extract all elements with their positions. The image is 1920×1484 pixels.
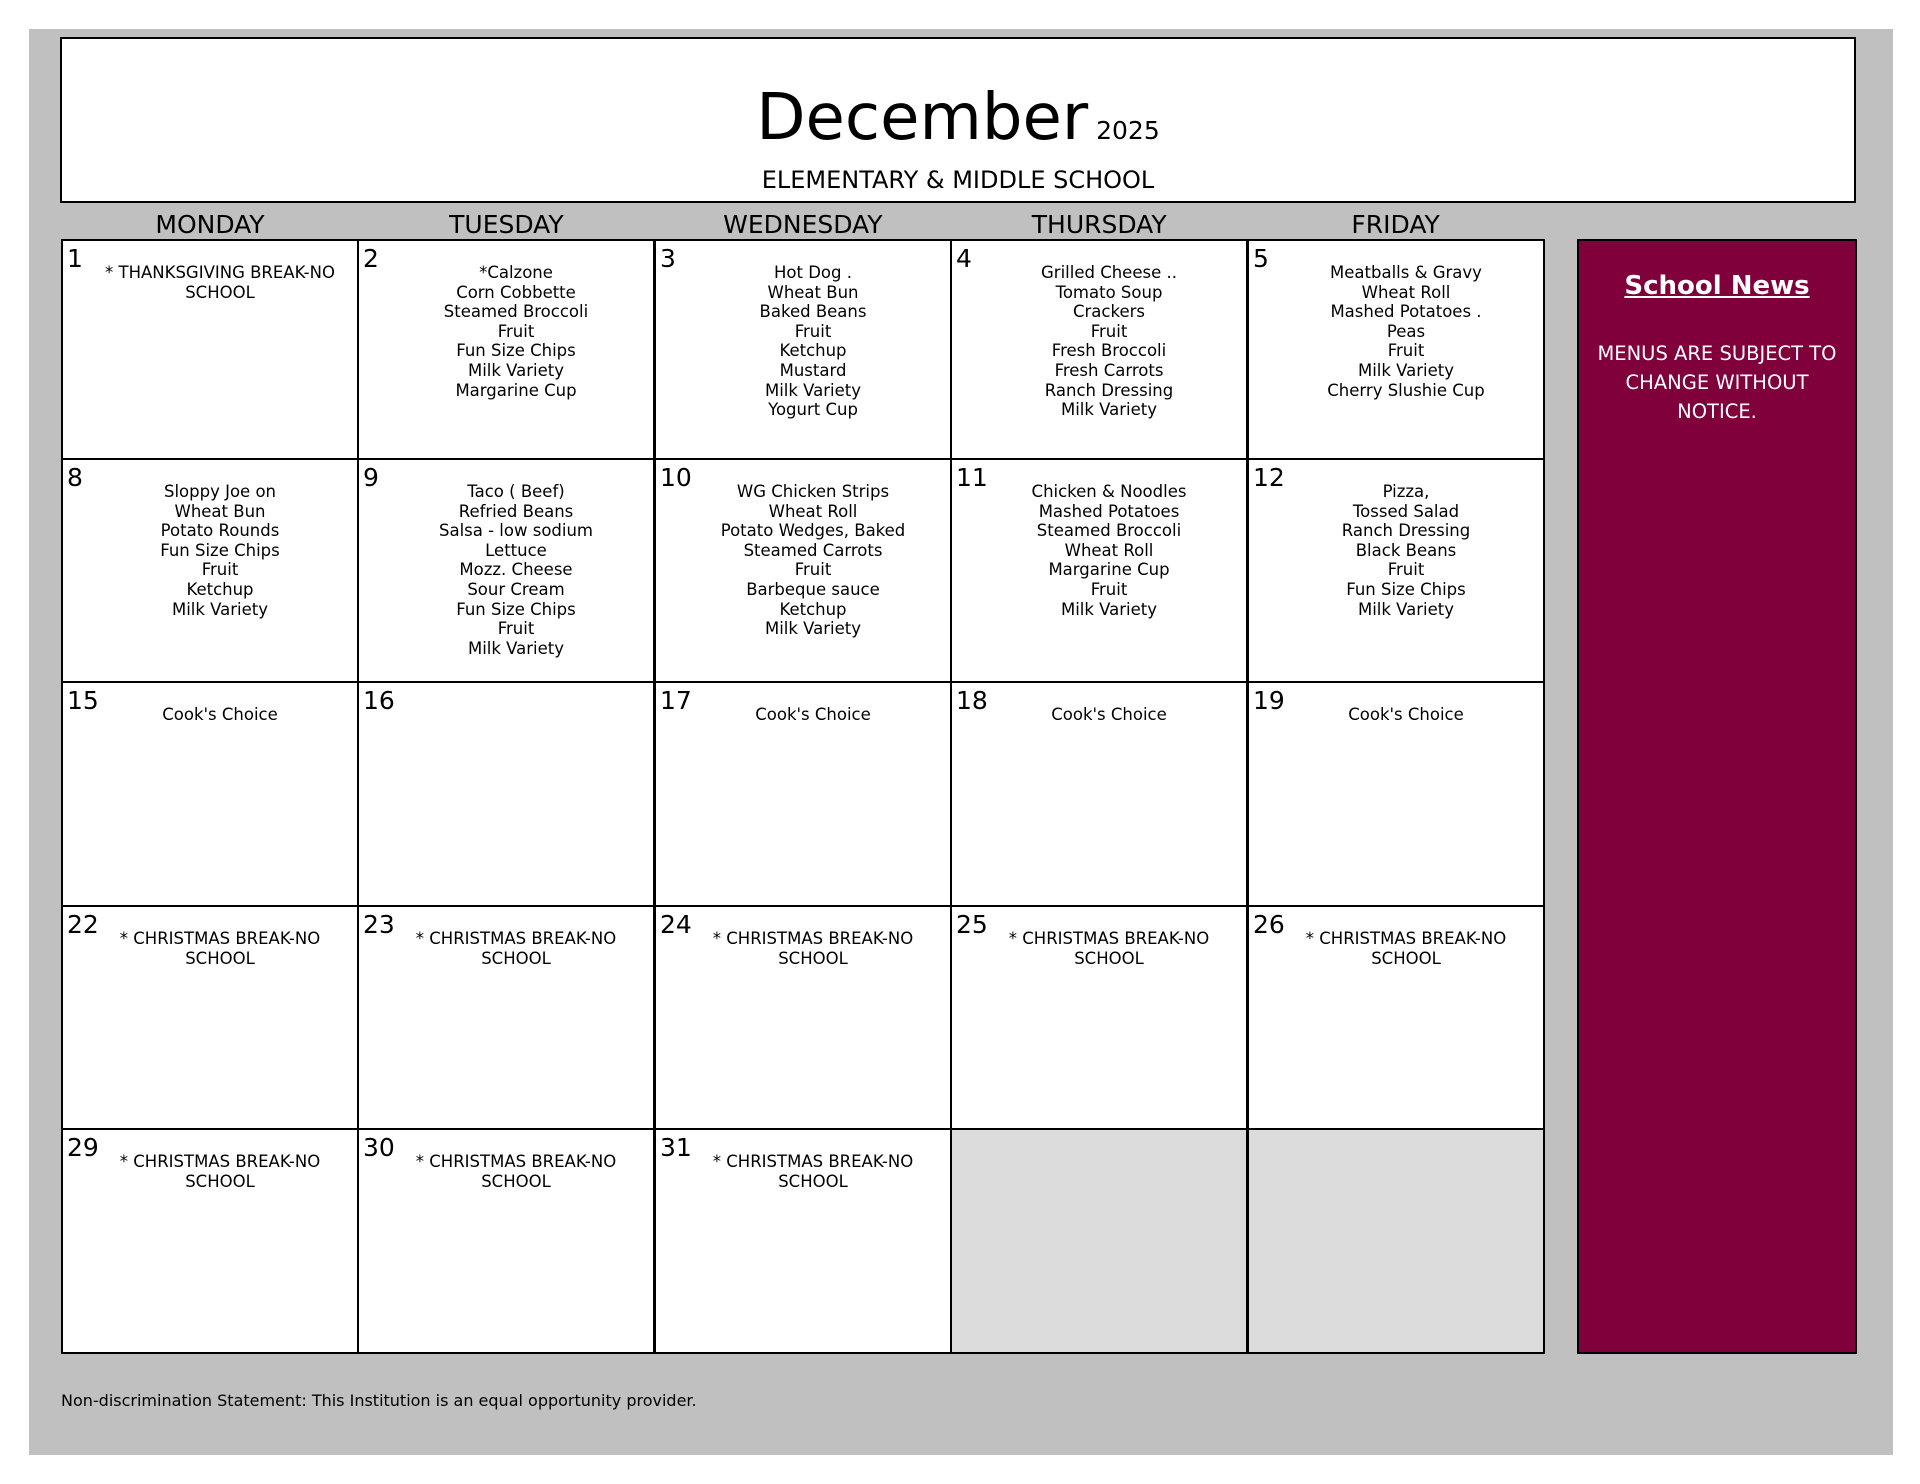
menu-item: SCHOOL [185,948,255,968]
day-number: 1 [67,244,83,273]
title-row [62,81,1854,155]
menu-item: Peas [1386,321,1426,341]
menu-item: Meatballs & Gravy [1330,263,1482,282]
calendar-grid [61,239,1545,1354]
menu-item: Milk Variety [1060,599,1158,619]
menu-item: * CHRISTMAS BREAK-NO [1305,929,1507,948]
day-cell [1247,458,1545,683]
menu-list [1269,929,1543,968]
menu-item: Margarine Cup [1048,560,1170,580]
menu-item: Wheat Roll [1064,540,1154,560]
menu-item: Corn Cobbette [456,282,576,302]
day-cell [950,681,1248,907]
menu-list [972,482,1246,619]
day-cell [357,239,655,460]
menu-item: Mustard [779,360,847,380]
menu-item: Ketchup [186,579,254,599]
menu-item: SCHOOL [778,1171,848,1191]
menu-item: Mozz. Cheese [459,560,573,580]
menu-item: * CHRISTMAS BREAK-NO [415,929,617,948]
day-number: 24 [660,910,692,939]
menu-item: Taco ( Beef) [467,482,565,501]
menu-item: Mashed Potatoes [1038,501,1180,521]
menu-item: Crackers [1073,302,1145,322]
day-cell [950,239,1248,460]
day-number: 4 [956,244,972,273]
menu-item: Fresh Carrots [1054,360,1164,380]
menu-item: Pizza, [1382,482,1430,501]
day-number: 18 [956,686,988,715]
menu-list [676,705,950,725]
menu-list [1269,705,1543,725]
menu-item: Baked Beans [759,302,867,322]
day-cell [1247,239,1545,460]
menu-item: Cherry Slushie Cup [1327,380,1485,400]
menu-item: Fun Size Chips [456,341,576,361]
menu-item: Grilled Cheese .. [1041,263,1177,282]
menu-list [972,263,1246,420]
menu-item: Potato Rounds [160,521,280,541]
weekday-header-row [62,210,1544,240]
day-number: 8 [67,463,83,492]
menu-item: SCHOOL [185,1171,255,1191]
menu-item: * CHRISTMAS BREAK-NO [1008,929,1210,948]
menu-item: Ranch Dressing [1044,380,1174,400]
day-cell [950,905,1248,1130]
menu-item: * CHRISTMAS BREAK-NO [712,1152,914,1171]
menu-item: Milk Variety [1357,360,1455,380]
school-news-title: School News [1624,271,1810,301]
day-number: 25 [956,910,988,939]
day-cell [654,458,952,683]
month-title: December [756,81,1089,155]
menu-item: Wheat Bun [767,282,859,302]
menu-item: Lettuce [485,540,547,560]
menu-item: SCHOOL [481,948,551,968]
day-number: 30 [363,1133,395,1162]
menu-item: Milk Variety [1357,599,1455,619]
menu-item: *Calzone [479,263,553,282]
day-cell [357,458,655,683]
day-number: 22 [67,910,99,939]
day-cell [654,239,952,460]
school-news-body: MENUS ARE SUBJECT TO CHANGE WITHOUT NOTICE. [1597,342,1837,423]
day-number: 3 [660,244,676,273]
day-cell [654,905,952,1130]
menu-list [379,929,653,968]
menu-item: Black Beans [1355,540,1457,560]
menu-item: Fresh Broccoli [1051,341,1167,361]
day-number: 11 [956,463,988,492]
menu-item: Steamed Carrots [743,540,883,560]
day-number: 2 [363,244,379,273]
menu-item: Salsa - low sodium [438,521,594,541]
menu-item: Wheat Bun [174,501,266,521]
menu-item: Fun Size Chips [160,540,280,560]
non-discrimination-statement: Non-discrimination Statement: This Institution is an equal opportunity provider. [61,1391,697,1410]
day-cell [61,458,359,683]
menu-list [1269,263,1543,400]
day-cell [654,1128,952,1354]
menu-item: Fruit [201,560,239,580]
menu-item: SCHOOL [185,282,255,302]
menu-item: Tomato Soup [1055,282,1163,302]
day-cell [1247,905,1545,1130]
menu-item: SCHOOL [481,1171,551,1191]
menu-item: Fruit [794,560,832,580]
menu-item: Steamed Broccoli [443,302,589,322]
menu-item: * CHRISTMAS BREAK-NO [415,1152,617,1171]
menu-item: Fruit [1090,321,1128,341]
day-cell [61,905,359,1130]
school-subtitle: ELEMENTARY & MIDDLE SCHOOL [761,166,1155,194]
menu-item: Hot Dog . [774,263,852,282]
day-number: 31 [660,1133,692,1162]
menu-item: Mashed Potatoes . [1330,302,1482,322]
menu-list [972,929,1246,968]
day-cell [61,1128,359,1354]
menu-list [379,482,653,658]
menu-item: Fruit [1387,341,1425,361]
menu-list [83,705,357,725]
menu-item: * THANKSGIVING BREAK-NO [105,263,335,282]
menu-item: Fruit [794,321,832,341]
day-cell [61,239,359,460]
empty-day-cell [950,1128,1248,1354]
menu-list [972,705,1246,725]
day-number: 19 [1253,686,1285,715]
menu-list [379,1152,653,1191]
menu-item: Fruit [497,321,535,341]
menu-list [83,1152,357,1191]
menu-item: SCHOOL [1371,948,1441,968]
menu-item: Fruit [1387,560,1425,580]
menu-item: Wheat Roll [768,501,858,521]
day-cell [654,681,952,907]
menu-item: Ranch Dressing [1341,521,1471,541]
day-number: 26 [1253,910,1285,939]
menu-item: Milk Variety [171,599,269,619]
weekday-header-0: MONDAY [155,210,265,239]
day-number: 10 [660,463,692,492]
menu-list [676,482,950,639]
menu-list [83,482,357,619]
menu-item: Sour Cream [467,579,565,599]
menu-item: Milk Variety [467,360,565,380]
menu-list [379,263,653,400]
menu-item: SCHOOL [1074,948,1144,968]
menu-item: Margarine Cup [455,380,577,400]
menu-list [83,263,357,302]
menu-item: Potato Wedges, Baked [720,521,906,541]
menu-item: Steamed Broccoli [1036,521,1182,541]
day-cell [950,458,1248,683]
day-number: 5 [1253,244,1269,273]
menu-item: * CHRISTMAS BREAK-NO [119,1152,321,1171]
day-cell [357,1128,655,1354]
day-number: 23 [363,910,395,939]
day-cell [1247,681,1545,907]
day-number: 17 [660,686,692,715]
weekday-header-4: FRIDAY [1351,210,1440,239]
menu-item: Fun Size Chips [456,599,576,619]
empty-day-cell [1247,1128,1545,1354]
calendar-header [60,37,1856,203]
day-cell [357,905,655,1130]
menu-item: Tossed Salad [1352,501,1460,521]
weekday-header-2: WEDNESDAY [723,210,883,239]
menu-item: Barbeque sauce [746,579,880,599]
menu-item: Fruit [1090,579,1128,599]
menu-item: Cook's Choice [755,705,871,724]
weekday-header-3: THURSDAY [1031,210,1167,239]
menu-item: Ketchup [779,599,847,619]
menu-item: WG Chicken Strips [736,482,890,501]
menu-item: Chicken & Noodles [1031,482,1187,501]
school-news-panel [1577,239,1857,1354]
menu-item: Refried Beans [458,501,574,521]
menu-item: Fun Size Chips [1346,579,1466,599]
day-number: 16 [363,686,395,715]
menu-item: Cook's Choice [1348,705,1464,724]
menu-list [676,929,950,968]
menu-item: Wheat Roll [1361,282,1451,302]
menu-item: Cook's Choice [162,705,278,724]
menu-list [676,1152,950,1191]
menu-item: Sloppy Joe on [163,482,277,501]
day-number: 29 [67,1133,99,1162]
menu-list [1269,482,1543,619]
menu-item: SCHOOL [778,948,848,968]
menu-item: Yogurt Cup [768,400,858,420]
menu-item: Fruit [497,619,535,639]
menu-item: * CHRISTMAS BREAK-NO [119,929,321,948]
day-cell [357,681,655,907]
menu-item: Ketchup [779,341,847,361]
menu-list [676,263,950,420]
menu-item: * CHRISTMAS BREAK-NO [712,929,914,948]
year-label: 2025 [1096,116,1160,145]
menu-item: Milk Variety [764,619,862,639]
day-number: 12 [1253,463,1285,492]
day-cell [61,681,359,907]
menu-list [83,929,357,968]
weekday-header-1: TUESDAY [449,210,564,239]
menu-item: Milk Variety [764,380,862,400]
menu-item: Milk Variety [1060,400,1158,420]
day-number: 9 [363,463,379,492]
menu-item: Milk Variety [467,638,565,658]
day-number: 15 [67,686,99,715]
menu-item: Cook's Choice [1051,705,1167,724]
